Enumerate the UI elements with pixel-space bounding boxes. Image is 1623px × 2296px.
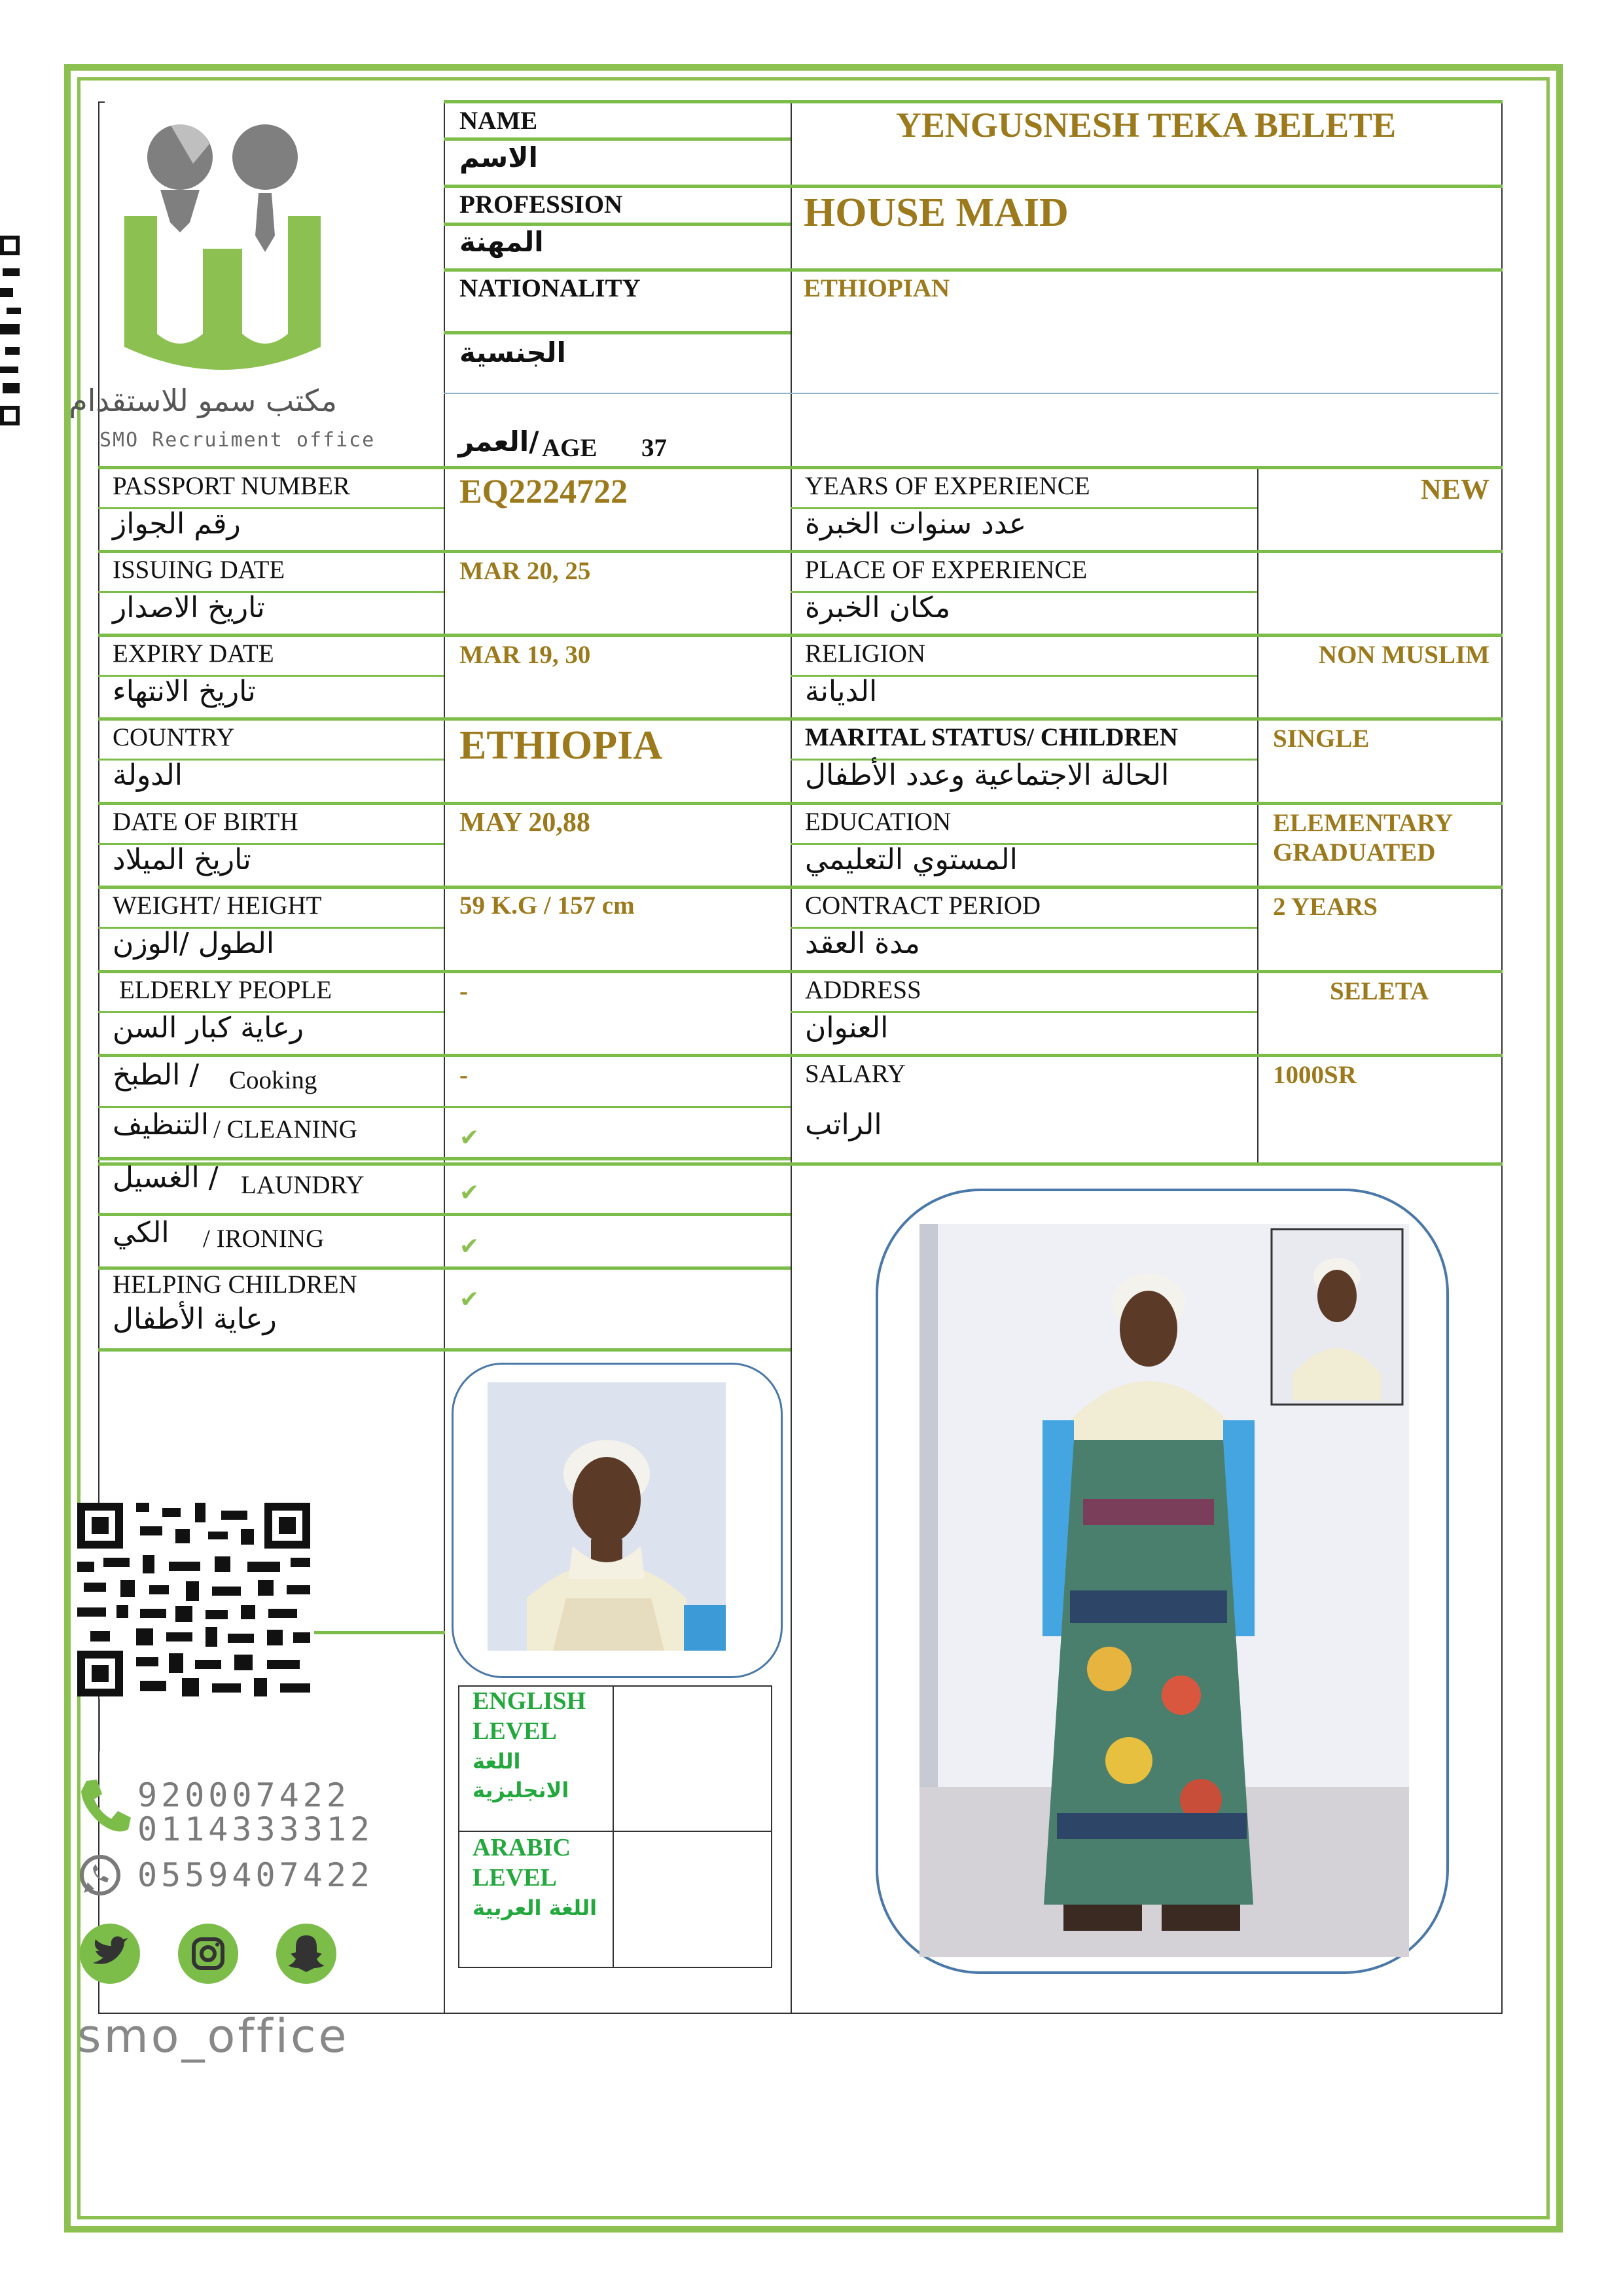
smo-logo: [111, 118, 353, 373]
weight-height-label: WEIGHT/ HEIGHT: [113, 891, 322, 920]
passport-label-ar: رقم الجواز: [113, 507, 241, 541]
english-level-label-ar-1: اللغة: [473, 1749, 521, 1774]
ironing-check-icon: ✔: [459, 1233, 480, 1260]
hdr-line: [444, 137, 791, 141]
skill-line: [98, 1348, 791, 1352]
english-level-label-ar-2: الانجليزية: [473, 1778, 569, 1803]
education-value-2: GRADUATED: [1273, 838, 1436, 867]
laundry-label-ar: الغسيل /: [113, 1161, 219, 1194]
elderly-value: -: [459, 977, 468, 1005]
country-label: COUNTRY: [113, 723, 235, 751]
contract-value: 2 YEARS: [1273, 893, 1378, 921]
table-corner: [98, 101, 105, 103]
helping-children-label-ar: رعاية الأطفال: [113, 1302, 277, 1336]
row-line: [98, 802, 1503, 805]
row-line: [98, 886, 1503, 889]
qr-underline: [98, 1699, 100, 1751]
expiry-date-label-ar: تاريخ الانتهاء: [113, 675, 256, 708]
elderly-label: ELDERLY PEOPLE: [119, 976, 332, 1004]
expiry-date-value: MAR 19, 30: [459, 641, 591, 669]
phone-number-1: 920007422: [137, 1776, 350, 1814]
english-level-label-2: LEVEL: [473, 1717, 557, 1745]
education-value-1: ELEMENTARY: [1273, 809, 1454, 837]
nationality-label-ar: الجنسية: [459, 336, 566, 368]
row-line: [98, 1162, 1503, 1166]
name-label-ar: الاسم: [459, 141, 538, 173]
helping-children-label: HELPING CHILDREN: [113, 1270, 357, 1299]
table-col-divider-1: [444, 101, 445, 2014]
age-value: 37: [641, 434, 667, 462]
marital-value: SINGLE: [1273, 725, 1370, 753]
profession-value: HOUSE MAID: [804, 190, 1069, 235]
age-label: AGE: [542, 434, 597, 462]
twitter-icon[interactable]: [77, 1921, 143, 1986]
issuing-date-label-ar: تاريخ الاصدار: [113, 591, 265, 624]
laundry-check-icon: ✔: [459, 1179, 480, 1206]
passport-label: PASSPORT NUMBER: [113, 472, 350, 500]
elderly-label-ar: رعاية كبار السن: [113, 1011, 304, 1045]
social-handle: smo_office: [77, 2009, 349, 2063]
skill-line: [98, 1213, 791, 1216]
cooking-label: Cooking: [229, 1066, 317, 1094]
hdr-line-blue: [444, 393, 1499, 394]
table-right-border: [1501, 101, 1503, 2014]
experience-years-value: NEW: [1420, 473, 1489, 505]
nationality-value: ETHIOPIAN: [804, 274, 950, 302]
education-label: EDUCATION: [805, 808, 952, 836]
helping-children-check-icon: ✔: [459, 1286, 480, 1313]
table-col-divider-3: [1257, 466, 1258, 1164]
passport-value: EQ2224722: [459, 473, 628, 511]
name-value: YENGUSNESH TEKA BELETE: [895, 105, 1397, 145]
dob-label: DATE OF BIRTH: [113, 808, 298, 836]
ironing-label-ar: الكي: [113, 1216, 169, 1249]
hdr-line: [444, 331, 791, 334]
contract-label-ar: مدة العقد: [805, 927, 920, 960]
issuing-date-label: ISSUING DATE: [113, 556, 285, 584]
experience-years-label: YEARS OF EXPERIENCE: [805, 472, 1090, 500]
arabic-level-label-2: LEVEL: [473, 1864, 557, 1892]
address-label-ar: العنوان: [805, 1011, 889, 1045]
experience-place-label-ar: مكان الخبرة: [805, 591, 951, 624]
religion-label-ar: الديانة: [805, 675, 878, 708]
nationality-label: NATIONALITY: [459, 274, 641, 302]
full-body-photo: [919, 1224, 1409, 1957]
address-value: SELETA: [1329, 977, 1429, 1005]
weight-height-label-ar: الطول /الوزن: [113, 927, 275, 960]
salary-value: 1000SR: [1273, 1061, 1357, 1089]
address-label: ADDRESS: [805, 976, 921, 1004]
country-label-ar: الدولة: [113, 759, 183, 792]
religion-label: RELIGION: [805, 639, 926, 668]
whatsapp-icon: [77, 1852, 123, 1898]
arabic-level-label-1: ARABIC: [473, 1834, 571, 1861]
profession-label: PROFESSION: [459, 190, 623, 219]
cleaning-check-icon: ✔: [459, 1124, 480, 1151]
arabic-level-label-ar: اللغة العربية: [473, 1895, 597, 1920]
logo-english-text: SMO Recruiment office: [99, 429, 376, 452]
row-line: [98, 1054, 1503, 1057]
hdr-line-top: [444, 100, 1503, 103]
row-line: [98, 550, 1503, 553]
religion-value: NON MUSLIM: [1318, 641, 1489, 669]
snapchat-icon[interactable]: [274, 1921, 339, 1986]
cooking-value: -: [459, 1061, 468, 1089]
dob-label-ar: تاريخ الميلاد: [113, 843, 251, 876]
cleaning-label: / CLEANING: [213, 1115, 357, 1143]
english-level-label-1: ENGLISH: [473, 1687, 586, 1715]
side-qr-strip: [0, 236, 22, 432]
experience-place-label: PLACE OF EXPERIENCE: [805, 556, 1088, 584]
phone-number-2: 0114333312: [137, 1810, 374, 1848]
salary-label-ar: الراتب: [805, 1108, 882, 1141]
qr-code: [77, 1503, 310, 1696]
ironing-label: / IRONING: [203, 1225, 325, 1253]
skill-line: [98, 1157, 791, 1160]
whatsapp-number: 0559407422: [137, 1856, 374, 1894]
experience-years-label-ar: عدد سنوات الخبرة: [805, 507, 1027, 541]
portrait-photo: [488, 1382, 726, 1651]
dob-value: MAY 20,88: [459, 808, 590, 838]
hdr-line: [444, 268, 1503, 272]
instagram-icon[interactable]: [175, 1921, 241, 1986]
language-table-row-divider: [458, 1831, 772, 1832]
cooking-label-ar: الطبخ /: [113, 1058, 200, 1092]
laundry-label: LAUNDRY: [241, 1171, 365, 1199]
name-label: NAME: [459, 107, 538, 135]
issuing-date-value: MAR 20, 25: [459, 557, 591, 585]
row-line: [98, 466, 1503, 469]
contract-label: CONTRACT PERIOD: [805, 891, 1041, 920]
qr-connector-line: [314, 1631, 445, 1634]
marital-label: MARITAL STATUS/ CHILDREN: [805, 723, 1178, 751]
row-line: [98, 717, 1503, 721]
logo-arabic-text: مكتب سمو للاستقدام: [69, 383, 337, 418]
age-label-ar: العمر/: [458, 425, 539, 457]
education-label-ar: المستوي التعليمي: [805, 843, 1018, 876]
hdr-line: [444, 185, 1503, 188]
country-value: ETHIOPIA: [459, 723, 663, 768]
profession-label-ar: المهنة: [459, 226, 544, 258]
row-line: [98, 970, 1503, 973]
marital-label-ar: الحالة الاجتماعية وعدد الأطفال: [805, 759, 1169, 792]
cleaning-label-ar: التنظيف: [113, 1108, 209, 1141]
language-table-divider: [613, 1685, 614, 1968]
weight-height-value: 59 K.G / 157 cm: [459, 891, 635, 920]
salary-label: SALARY: [805, 1060, 906, 1088]
row-line: [98, 634, 1503, 637]
table-col-divider-2: [791, 101, 792, 2014]
phone-icon: [77, 1777, 132, 1836]
expiry-date-label: EXPIRY DATE: [113, 639, 274, 668]
